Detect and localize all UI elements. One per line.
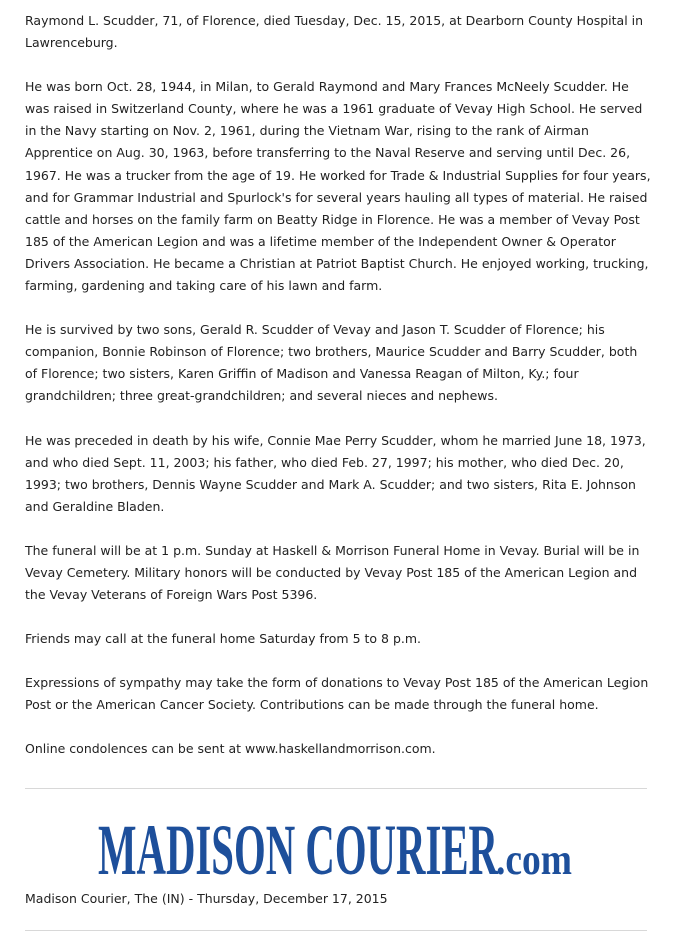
svg-text:.com: .com (496, 835, 572, 882)
article-paragraph: Raymond L. Scudder, 71, of Florence, died Tuesday, Dec. 15, 2015, at Dearborn County Hospital in Lawrenceburg. (25, 13, 644, 51)
madison-courier-logo (98, 806, 578, 882)
article-paragraph: Online condolences can be sent at www.haskellandmorrison.com. (25, 741, 436, 757)
article-paragraph: He was born Oct. 28, 1944, in Milan, to Gerald Raymond and Mary Frances McNeely Scudder. He was raised in Switzerland County, where he was a 1961 graduate of Vevay High School. He served in the Navy starting on Nov. 2, 1961, during the Vietnam War, rising to the rank of Airman Apprentice on Aug. 30, 1963, before transferring to the Naval Reserve and serving until Dec. 26, 1967. He was a trucker from the age of 19. He worked for Trade & Industrial Supplies for four years, and for Grammar Industrial and Spurlock's for several years hauling all types of material. He raised cattle and horses on the family farm on Beatty Ridge in Florence. He was a member of Vevay Post 185 of the American Legion and was a lifetime member of the Independent Owner & Operator Drivers Association. He became a Christian at Patriot Baptist Church. He enjoyed working, trucking, farming, gardening and taking care of his lawn and farm. (25, 79, 651, 294)
article-paragraph: The funeral will be at 1 p.m. Sunday at Haskell & Morrison Funeral Home in Vevay. Burial will be in Vevay Cemetery. Military honors will be conducted by Vevay Post 185 of the American Legion and the Vevay Veterans of Foreign Wars Post 5396. (25, 542, 640, 603)
svg-text:MADISON COURIER: MADISON COURIER (98, 810, 499, 882)
divider (25, 788, 647, 789)
obituary-article (25, 10, 653, 783)
divider (25, 930, 647, 931)
article-paragraph: Friends may call at the funeral home Saturday from 5 to 8 p.m. (25, 631, 421, 647)
publication-line: Madison Courier, The (IN) - Thursday, December 17, 2015 (25, 891, 388, 906)
article-paragraph: Expressions of sympathy may take the form of donations to Vevay Post 185 of the American Legion Post or the American Cancer Society. Contributions can be made through the funeral home. (25, 675, 649, 713)
article-paragraph: He is survived by two sons, Gerald R. Scudder of Vevay and Jason T. Scudder of Florence; his companion, Bonnie Robinson of Florence; two brothers, Maurice Scudder and Barry Scudder, both of Florence; two sisters, Karen Griffin of Madison and Vanessa Reagan of Milton, Ky.; four grandchildren; three great-grandchildren; and several nieces and nephews. (25, 322, 638, 404)
article-paragraph: He was preceded in death by his wife, Connie Mae Perry Scudder, whom he married June 18, 1973, and who died Sept. 11, 2003; his father, who died Feb. 27, 1997; his mother, who died Dec. 20, 1993; two brothers, Dennis Wayne Scudder and Mark A. Scudder; and two sisters, Rita E. Johnson and Geraldine Bladen. (25, 432, 646, 514)
